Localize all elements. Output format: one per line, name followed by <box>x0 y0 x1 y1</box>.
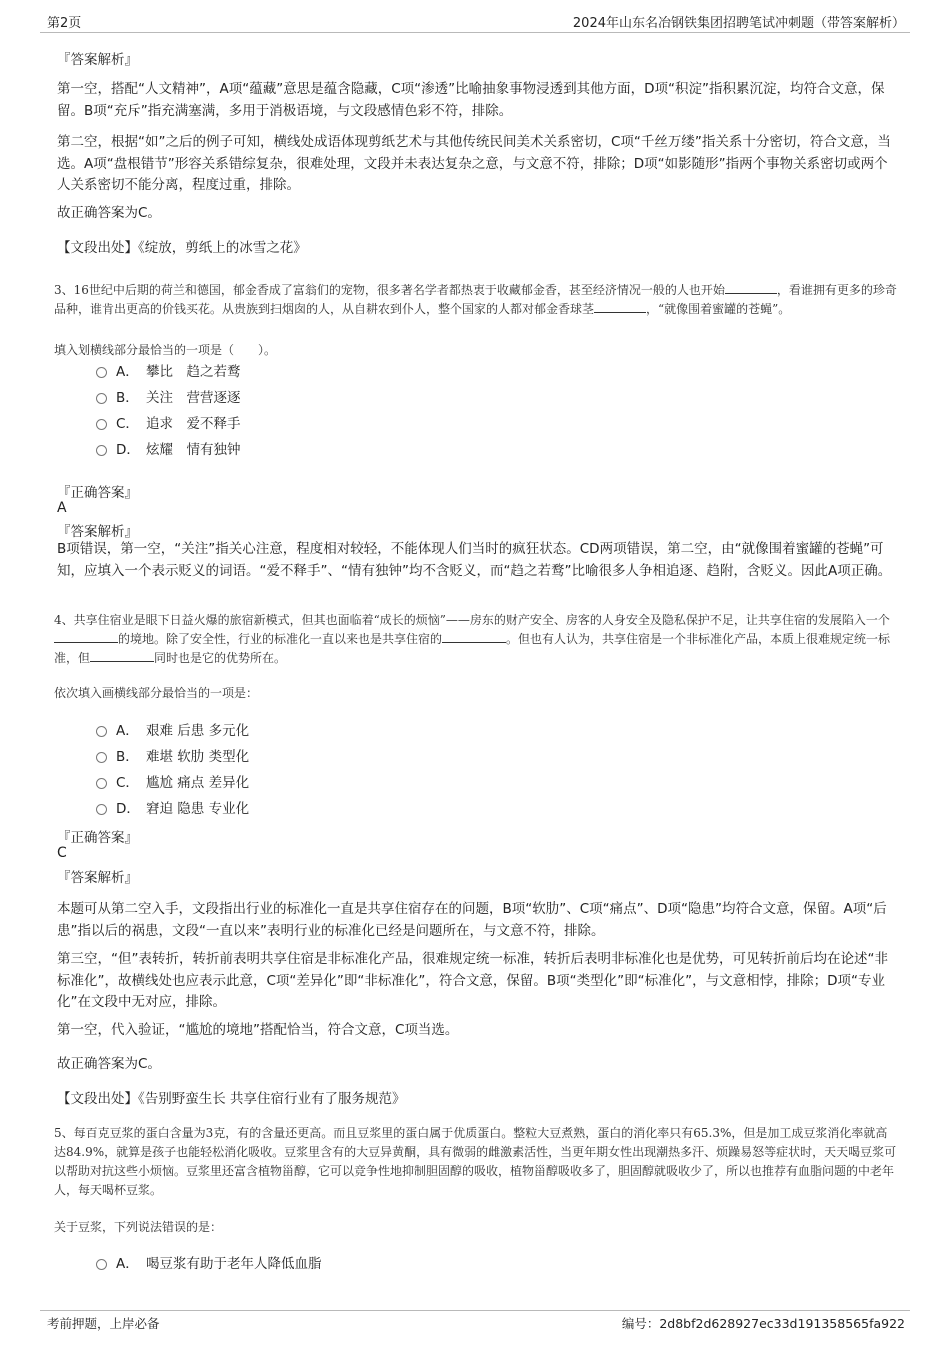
stem-text: 3、16世纪中后期的荷兰和德国，郁金香成了富翁们的宠物，很多著名学者都热衷于收藏郁金香，甚至经济情况一般的人也开始 <box>54 283 725 297</box>
option-letter: D． <box>116 442 140 458</box>
blank-line <box>54 630 118 643</box>
question-prompt: 填入划横线部分最恰当的一项是（ ）。 <box>54 343 277 357</box>
option-letter: B． <box>116 390 139 406</box>
correct-answer: C <box>57 845 67 861</box>
analysis-paragraph: 第一空，搭配“人文精神”，A项“蕴藏”意思是蕴含隐藏，C项“渗透”比喻抽象事物浸透到其他方面，D项“积淀”指积累沉淀，均符合文意，保留。B项“充斥”指充满塞满，多用于消极语境，与文段感情色彩不符，排除。 <box>57 81 885 119</box>
option-d[interactable] <box>96 796 249 818</box>
option-letter: C． <box>116 416 139 432</box>
question-prompt: 关于豆浆，下列说法错误的是： <box>54 1220 223 1234</box>
option-b[interactable] <box>96 744 249 766</box>
option-letter: D． <box>116 801 140 817</box>
stem-text: 的境地。除了安全性，行业的标准化一直以来也是共享住宿的 <box>118 632 443 646</box>
radio-icon[interactable] <box>96 804 107 815</box>
option-text: 炫耀 情有独钟 <box>146 442 241 458</box>
question-stem <box>54 611 899 668</box>
option-text: 艰难 后患 多元化 <box>146 723 250 739</box>
analysis-label: 『答案解析』 <box>57 870 138 886</box>
blank-line <box>442 630 506 643</box>
analysis-label: 『答案解析』 <box>57 524 138 540</box>
correct-answer-label: 『正确答案』 <box>57 485 138 501</box>
stem-text: 。但也有人认为，共享住宿是一个非标准化产品，本质上很难规定统一标准，但 <box>54 632 891 665</box>
option-a[interactable] <box>96 718 249 740</box>
option-text: 追求 爱不释手 <box>146 416 241 432</box>
blank-line <box>90 649 154 662</box>
document-title: 2024年山东名冶钢铁集团招聘笔试冲刺题（带答案解析） <box>572 16 905 31</box>
option-text: 窘迫 隐患 专业化 <box>146 801 250 817</box>
option-letter: B． <box>116 749 139 765</box>
radio-icon[interactable] <box>96 1259 107 1270</box>
radio-icon[interactable] <box>96 726 107 737</box>
option-b[interactable] <box>96 385 241 407</box>
question-stem <box>54 281 899 319</box>
option-text: 难堪 软肋 类型化 <box>146 749 250 765</box>
analysis-paragraph: 第二空，根据“如”之后的例子可知，横线处成语体现剪纸艺术与其他传统民间美术关系密切，C项“千丝万缕”指关系十分密切，符合文意，当选。A项“盘根错节”形容关系错综复杂，很难处理，文段并未表达复杂之意，与文意不符，排除；D项“如影随形”指两个事物关系密切或两个人关系密切不能分离，程度过重，排除。 <box>57 134 891 193</box>
option-text: 喝豆浆有助于老年人降低血脂 <box>146 1256 322 1272</box>
header-divider <box>40 32 910 33</box>
radio-icon[interactable] <box>96 752 107 763</box>
blank-line <box>725 281 777 294</box>
radio-icon[interactable] <box>96 393 107 404</box>
radio-icon[interactable] <box>96 445 107 456</box>
option-text: 关注 营营逐逐 <box>146 390 241 406</box>
analysis-label: 『答案解析』 <box>57 52 138 68</box>
option-a[interactable] <box>96 1251 322 1273</box>
option-letter: A． <box>116 723 139 739</box>
analysis-paragraph: 第三空，“但”表转折，转折前表明共享住宿是非标准化产品，很难规定统一标准，转折后表明非标准化也是优势，可见转折前后均在论述“非标准化”，故横线处也应表示此意，C项“差异化”即“非标准化”，符合文意，保留。B项“类型化”即“标准化”，与文意相悖，排除；D项“专业化”在文段中无对应，排除。 <box>57 951 888 1010</box>
option-text: 尴尬 痛点 差异化 <box>146 775 250 791</box>
stem-text: 同时也是它的优势所在。 <box>154 651 287 665</box>
option-letter: C． <box>116 775 139 791</box>
blank-line <box>594 300 646 313</box>
page-number: 第2页 <box>47 16 82 31</box>
question-prompt: 依次填入画横线部分最恰当的一项是： <box>54 686 259 700</box>
radio-icon[interactable] <box>96 419 107 430</box>
footer-divider <box>40 1310 910 1311</box>
analysis-conclusion: 故正确答案为C。 <box>57 205 161 221</box>
correct-answer: A <box>57 500 67 516</box>
stem-text: ，“就像围着蜜罐的苍蝇”。 <box>646 302 791 316</box>
option-letter: A． <box>116 364 139 380</box>
radio-icon[interactable] <box>96 778 107 789</box>
option-letter: A． <box>116 1256 139 1272</box>
stem-text: ，看谁拥有更多的珍奇品种，谁肯出更高的价钱买花。从贵族到扫烟囱的人，从自耕农到仆人，整个国家的人都对郁金香球茎 <box>54 283 897 316</box>
option-c[interactable] <box>96 770 249 792</box>
correct-answer-label: 『正确答案』 <box>57 830 138 846</box>
document-id: 编号：2d8bf2d628927ec33d191358565fa922 <box>621 1316 905 1331</box>
option-a[interactable] <box>96 359 241 381</box>
analysis-paragraph: 第一空，代入验证，“尴尬的境地”搭配恰当，符合文意，C项当选。 <box>57 1022 459 1038</box>
analysis-paragraph: 本题可从第二空入手，文段指出行业的标准化一直是共享住宿存在的问题，B项“软肋”、C项“痛点”、D项“隐患”均符合文意，保留。A项“后患”指以后的祸患，文段“一直以来”表明行业的标准化已经是问题所在，与文意不符，排除。 <box>57 901 887 939</box>
stem-text: 4、共享住宿业是眼下日益火爆的旅宿新模式，但其也面临着“成长的烦恼”——房东的财产安全、房客的人身安全及隐私保护不足，让共享住宿的发展陷入一个 <box>54 613 890 627</box>
option-c[interactable] <box>96 411 241 433</box>
analysis-paragraph: B项错误，第一空，“关注”指关心注意，程度相对较轻，不能体现人们当时的疯狂状态。CD两项错误，第二空，由“就像围着蜜罐的苍蝇”可知，应填入一个表示贬义的词语。“爱不释手”、“情有独钟”均不含贬义，而“趋之若鹜”比喻很多人争相追逐、趋附，含贬义。因此A项正确。 <box>57 541 892 579</box>
source-citation: 【文段出处】《绽放，剪纸上的冰雪之花》 <box>57 240 307 256</box>
analysis-conclusion: 故正确答案为C。 <box>57 1056 161 1072</box>
question-stem: 5、每百克豆浆的蛋白含量为3克，有的含量还更高。而且豆浆里的蛋白属于优质蛋白。整粒大豆煮熟，蛋白的消化率只有65.3%，但是加工成豆浆消化率就高达84.9%，就算是孩子也能轻松消化吸收。豆浆里含有的大豆异黄酮，具有微弱的雌激素活性，当更年期女性出现潮热多汗、烦躁易怒等症状时，天天喝豆浆可以帮助对抗这些小烦恼。豆浆里还富含植物甾醇，它可以竞争性地抑制胆固醇的吸收，植物甾醇吸收多了，胆固醇就吸收少了，所以也推荐有血脂问题的中老年人，每天喝杯豆浆。 <box>54 1126 897 1197</box>
footer-slogan: 考前押题，上岸必备 <box>47 1316 160 1331</box>
option-d[interactable] <box>96 437 241 459</box>
radio-icon[interactable] <box>96 367 107 378</box>
option-text: 攀比 趋之若鹜 <box>146 364 241 380</box>
source-citation: 【文段出处】《告别野蛮生长 共享住宿行业有了服务规范》 <box>57 1091 406 1107</box>
